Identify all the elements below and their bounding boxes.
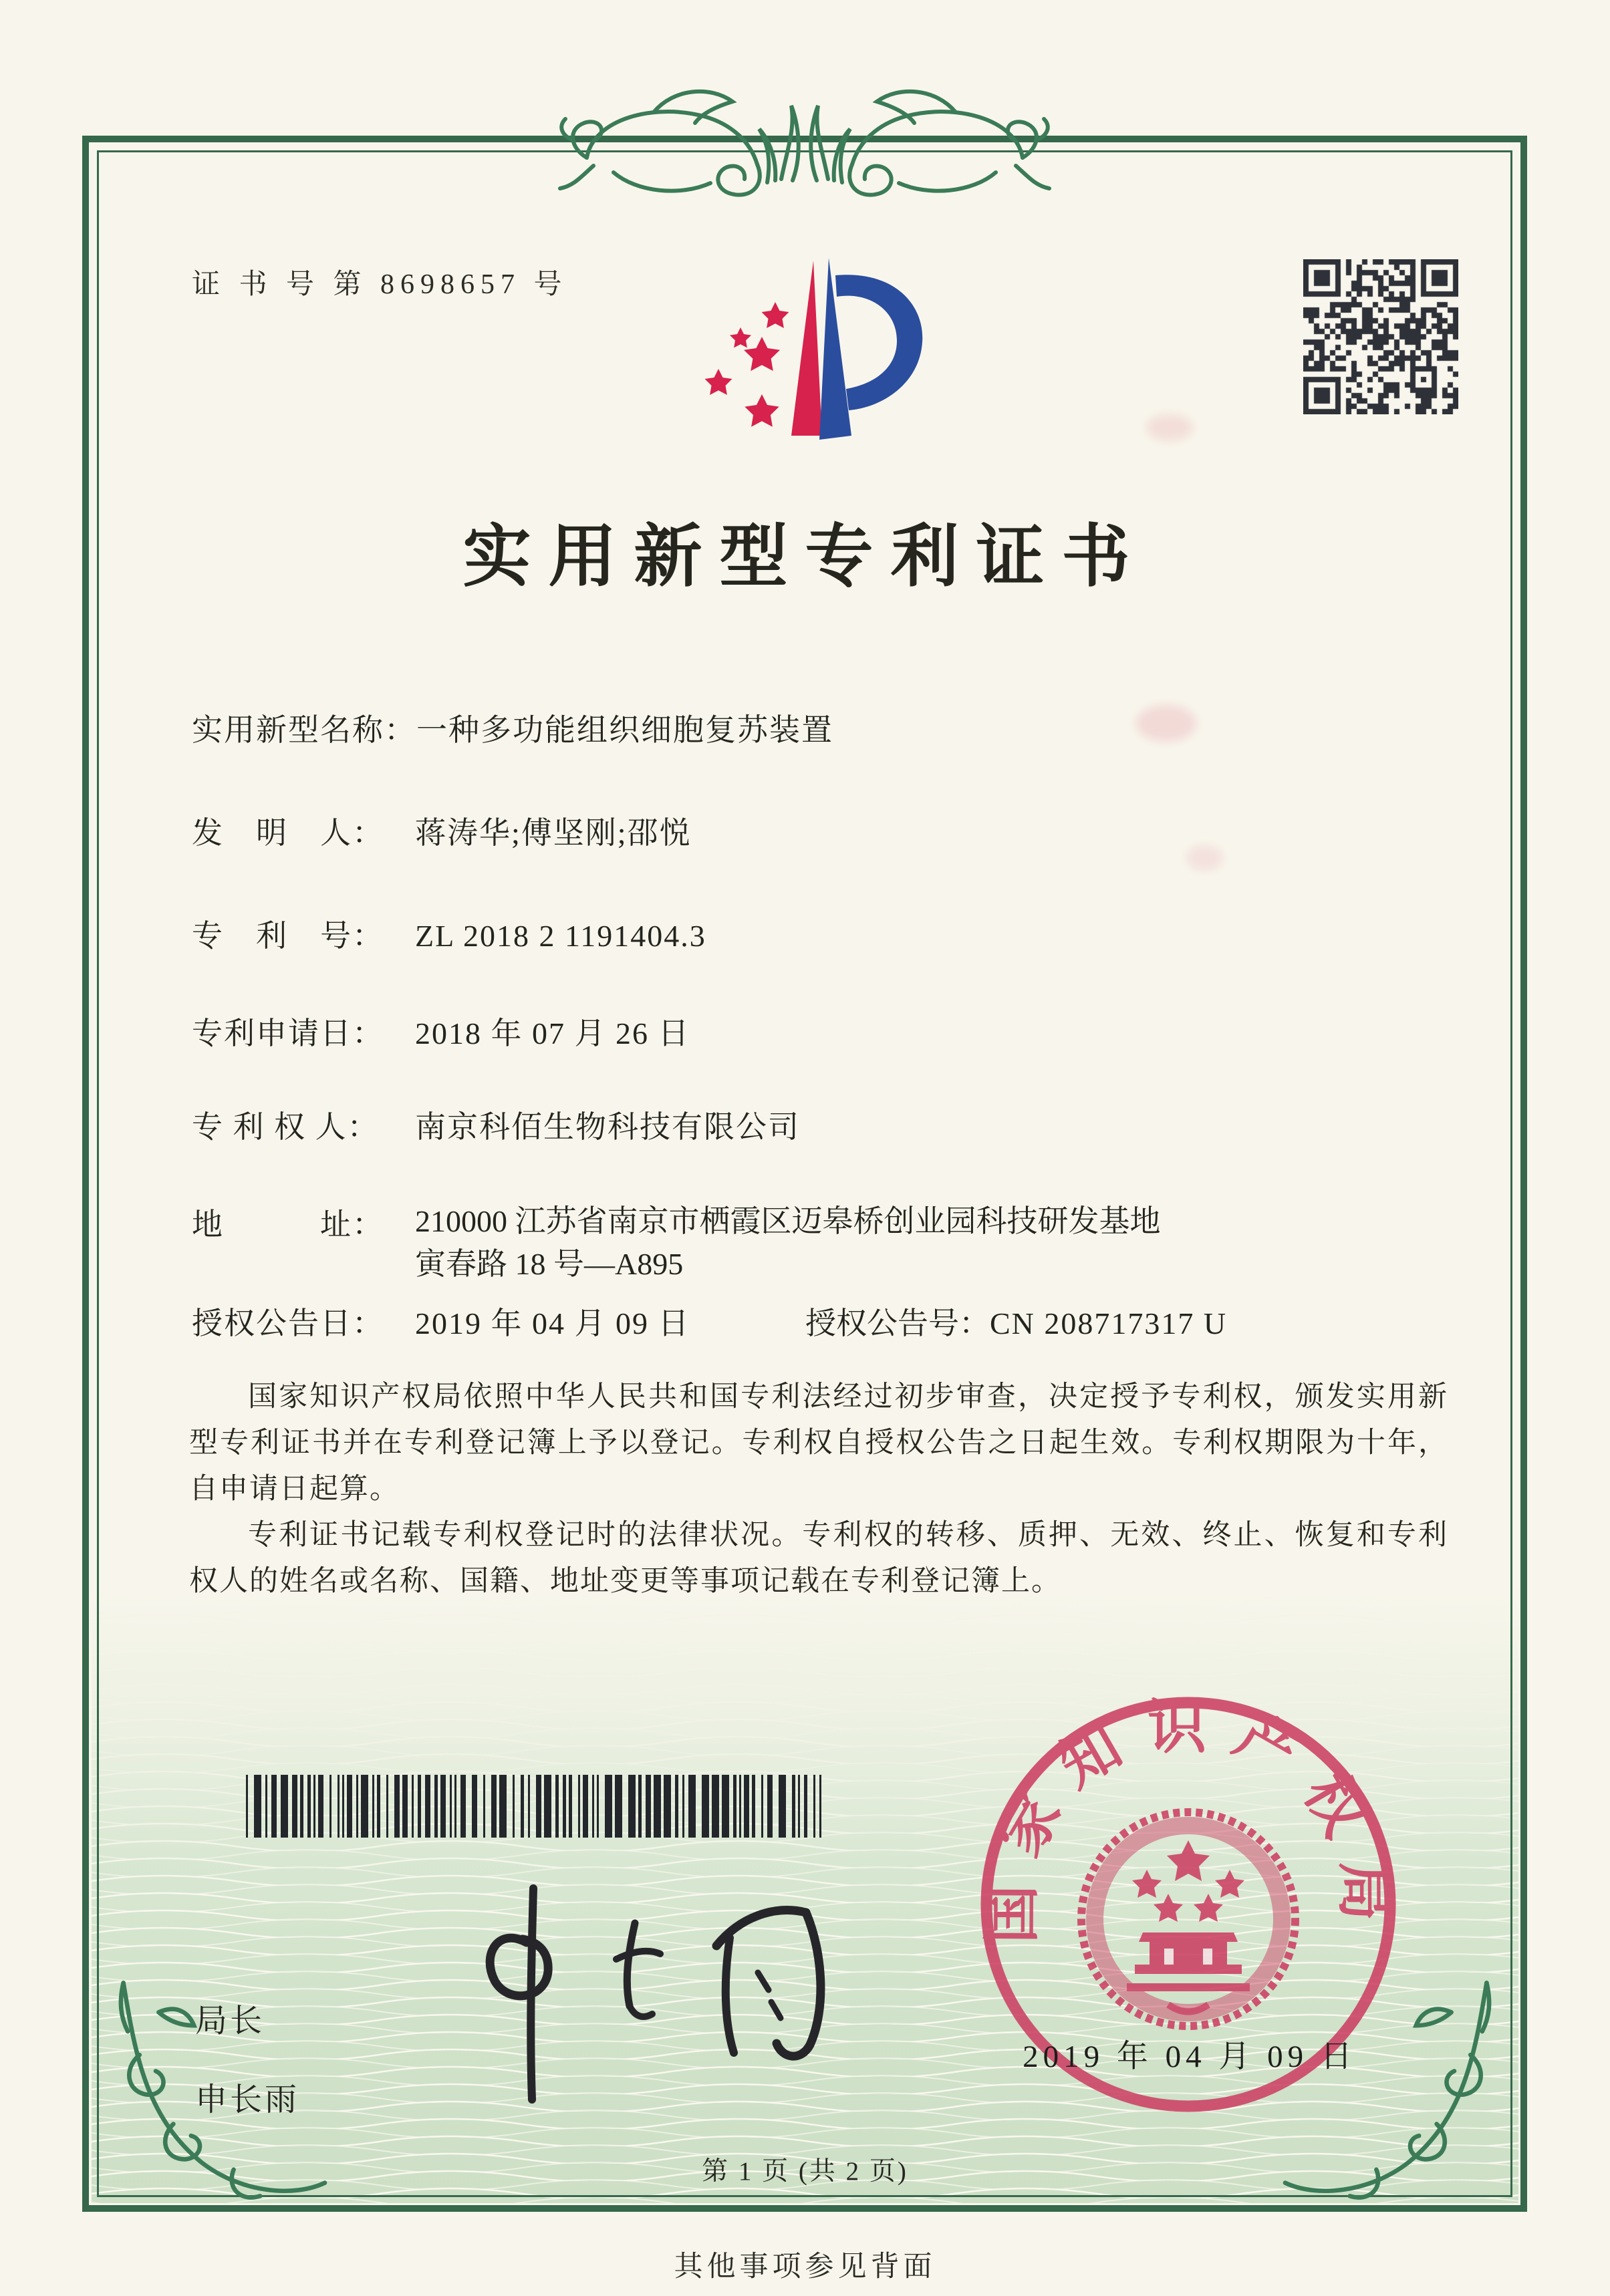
field-value: CN 208717317 U	[990, 1306, 1228, 1340]
scan-smudge	[1146, 414, 1193, 441]
certificate-number: 证 书 号 第 8698657 号	[192, 269, 568, 300]
field-label: 专利申请日：	[192, 1016, 384, 1050]
address-line-1: 210000 江苏省南京市栖霞区迈皋桥创业园科技研发基地	[415, 1204, 1161, 1238]
field-filing-date	[192, 1009, 690, 1053]
field-label: 专 利 号：	[192, 919, 384, 953]
seal-text: 国家知识产权局	[980, 1695, 1397, 1944]
field-patent-number	[192, 911, 706, 956]
dragon-scroll-ornament	[547, 79, 1063, 212]
certificate-title: 实用新型专利证书	[462, 520, 1148, 595]
officer-name: 申长雨	[195, 2082, 300, 2118]
legal-paragraph-1: 国家知识产权局依照中华人民共和国专利法经过初步审查，决定授予专利权，颁发实用新型专利证书并在专利登记簿上予以登记。专利权自授权公告之日起生效。专利权期限为十年，自申请日起算。	[189, 1381, 1448, 1505]
field-utility-model-name	[192, 706, 833, 750]
field-value: 蒋涛华;傅坚刚;邵悦	[415, 816, 692, 850]
field-address	[192, 1200, 1418, 1286]
back-side-note: 其他事项参见背面	[674, 2251, 936, 2283]
field-value: ZL 2018 2 1191404.3	[415, 919, 706, 953]
page-number: 第 1 页 (共 2 页)	[702, 2157, 908, 2186]
national-emblem	[1081, 1812, 1295, 2026]
scan-smudge	[1186, 845, 1223, 871]
field-grant-row	[192, 1299, 1462, 1343]
qr-code-icon	[1303, 259, 1458, 414]
field-inventor	[192, 809, 692, 853]
field-value: 一种多功能组织细胞复苏装置	[416, 713, 833, 747]
legal-text-block	[189, 1374, 1448, 1604]
field-label: 实用新型名称：	[192, 713, 416, 747]
field-value: 南京科佰生物科技有限公司	[415, 1110, 800, 1144]
seal-date: 2019 年 04 月 09 日	[1023, 2039, 1357, 2074]
barcode-icon	[246, 1775, 831, 1838]
field-label: 发 明 人：	[192, 816, 384, 850]
legal-paragraph-2: 专利证书记载专利权登记时的法律状况。专利权的转移、质押、无效、终止、恢复和专利权人的姓名或名称、国籍、地址变更等事项记载在专利登记簿上。	[189, 1520, 1448, 1597]
field-label: 地 址：	[192, 1207, 384, 1242]
field-label: 授权公告日：	[192, 1306, 384, 1340]
field-label: 授权公告号：	[805, 1306, 990, 1340]
address-line-2: 寅春路 18 号—A895	[415, 1247, 684, 1281]
scan-smudge	[1136, 705, 1196, 742]
cnipa-logo-icon	[676, 235, 930, 456]
field-label: 专 利 权 人：	[192, 1110, 380, 1144]
officer-title: 局长	[195, 2003, 265, 2039]
field-value: 2018 年 07 月 26 日	[415, 1016, 690, 1050]
signature-script	[428, 1879, 882, 2146]
field-patentee	[192, 1103, 800, 1147]
field-value: 2019 年 04 月 09 日	[415, 1306, 690, 1340]
